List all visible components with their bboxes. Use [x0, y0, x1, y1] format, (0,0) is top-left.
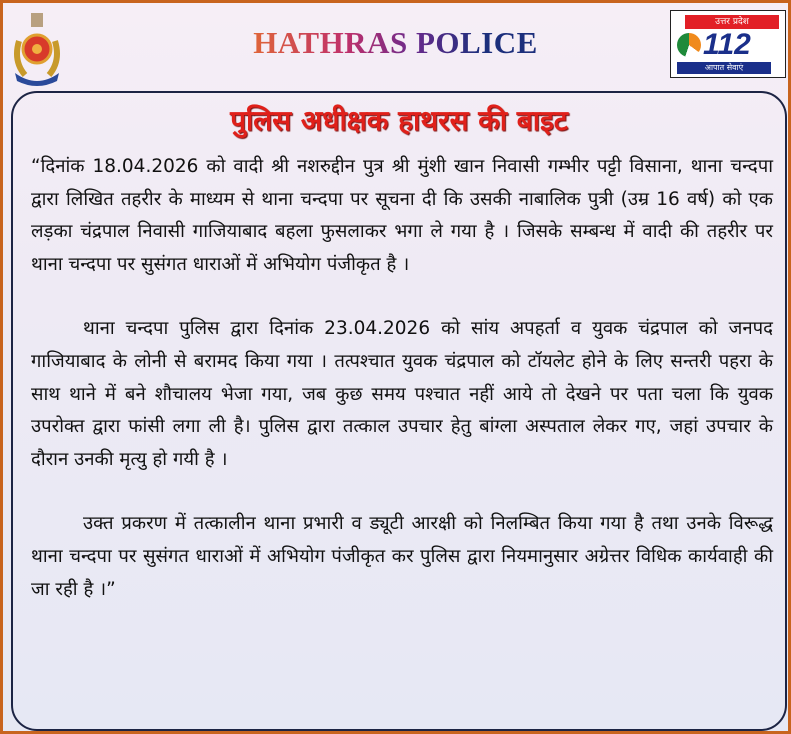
paragraph: उक्त प्रकरण में तत्कालीन थाना प्रभारी व ड्यूटी आरक्षी को निलम्बित किया गया है तथा उनके विरूद्ध थाना चन्दपा पर सुसंगत धाराओं में अभियोग पंजीकृत कर पुलिस द्वारा नियमानुसार अग्रेत्तर विधिक कार्यवाही की जा रही है ।” [31, 513, 773, 600]
paragraph: “दिनांक 18.04.2026 को वादी श्री नशरुद्दीन पुत्र श्री मुंशी खान निवासी गम्भीर पट्टी विसाना, थाना चन्दपा द्वारा लिखित तहरीर के माध्यम से थाना चन्दपा पर सूचना दी कि उसकी नाबालिक पुत्री (उम्र 16 वर्ष) को एक लड़का चंद्रपाल निवासी गाजियाबाद बहला फुसलाकर भगा ले गया है । जिसके सम्बन्ध में वादी की तहरीर पर थाना चन्दपा पर सुसंगत धाराओं में अभियोग पंजीकृत है । [31, 156, 773, 275]
up-112-logo [670, 10, 786, 78]
paragraph: थाना चन्दपा पुलिस द्वारा दिनांक 23.04.2026 को सांय अपहर्ता व युवक चंद्रपाल को जनपद गाजियाबाद के लोनी से बरामद किया गया । तत्पश्चात युवक चंद्रपाल को टॉयलेट होने के लिए सन्तरी पहरा के साथ थाने में बने शौचालय भेजा गया, जब कुछ समय पश्चात नहीं आये तो देखने पर पता चला कि युवक उपरोक्त द्वारा फांसी लगा ली है। पुलिस द्वारा तत्काल उपचार हेतु बांग्ला अस्पताल लेकर गए, जहां उपचार के दौरान उनकी मृत्यु हो गयी है । [31, 318, 773, 470]
logo-112-number: 112 [703, 28, 751, 61]
logo-112-bottom: आपात सेवाएं [677, 62, 771, 74]
statement-body [31, 151, 773, 638]
up-police-emblem-icon [11, 11, 63, 86]
logo-112-top: उत्तर प्रदेश [685, 15, 779, 29]
phone-icon [677, 33, 701, 57]
page-title: HATHRAS POLICE [226, 25, 566, 61]
statement-heading: पुलिस अधीक्षक हाथरस की बाइट [230, 104, 568, 137]
statement-box [11, 91, 787, 731]
